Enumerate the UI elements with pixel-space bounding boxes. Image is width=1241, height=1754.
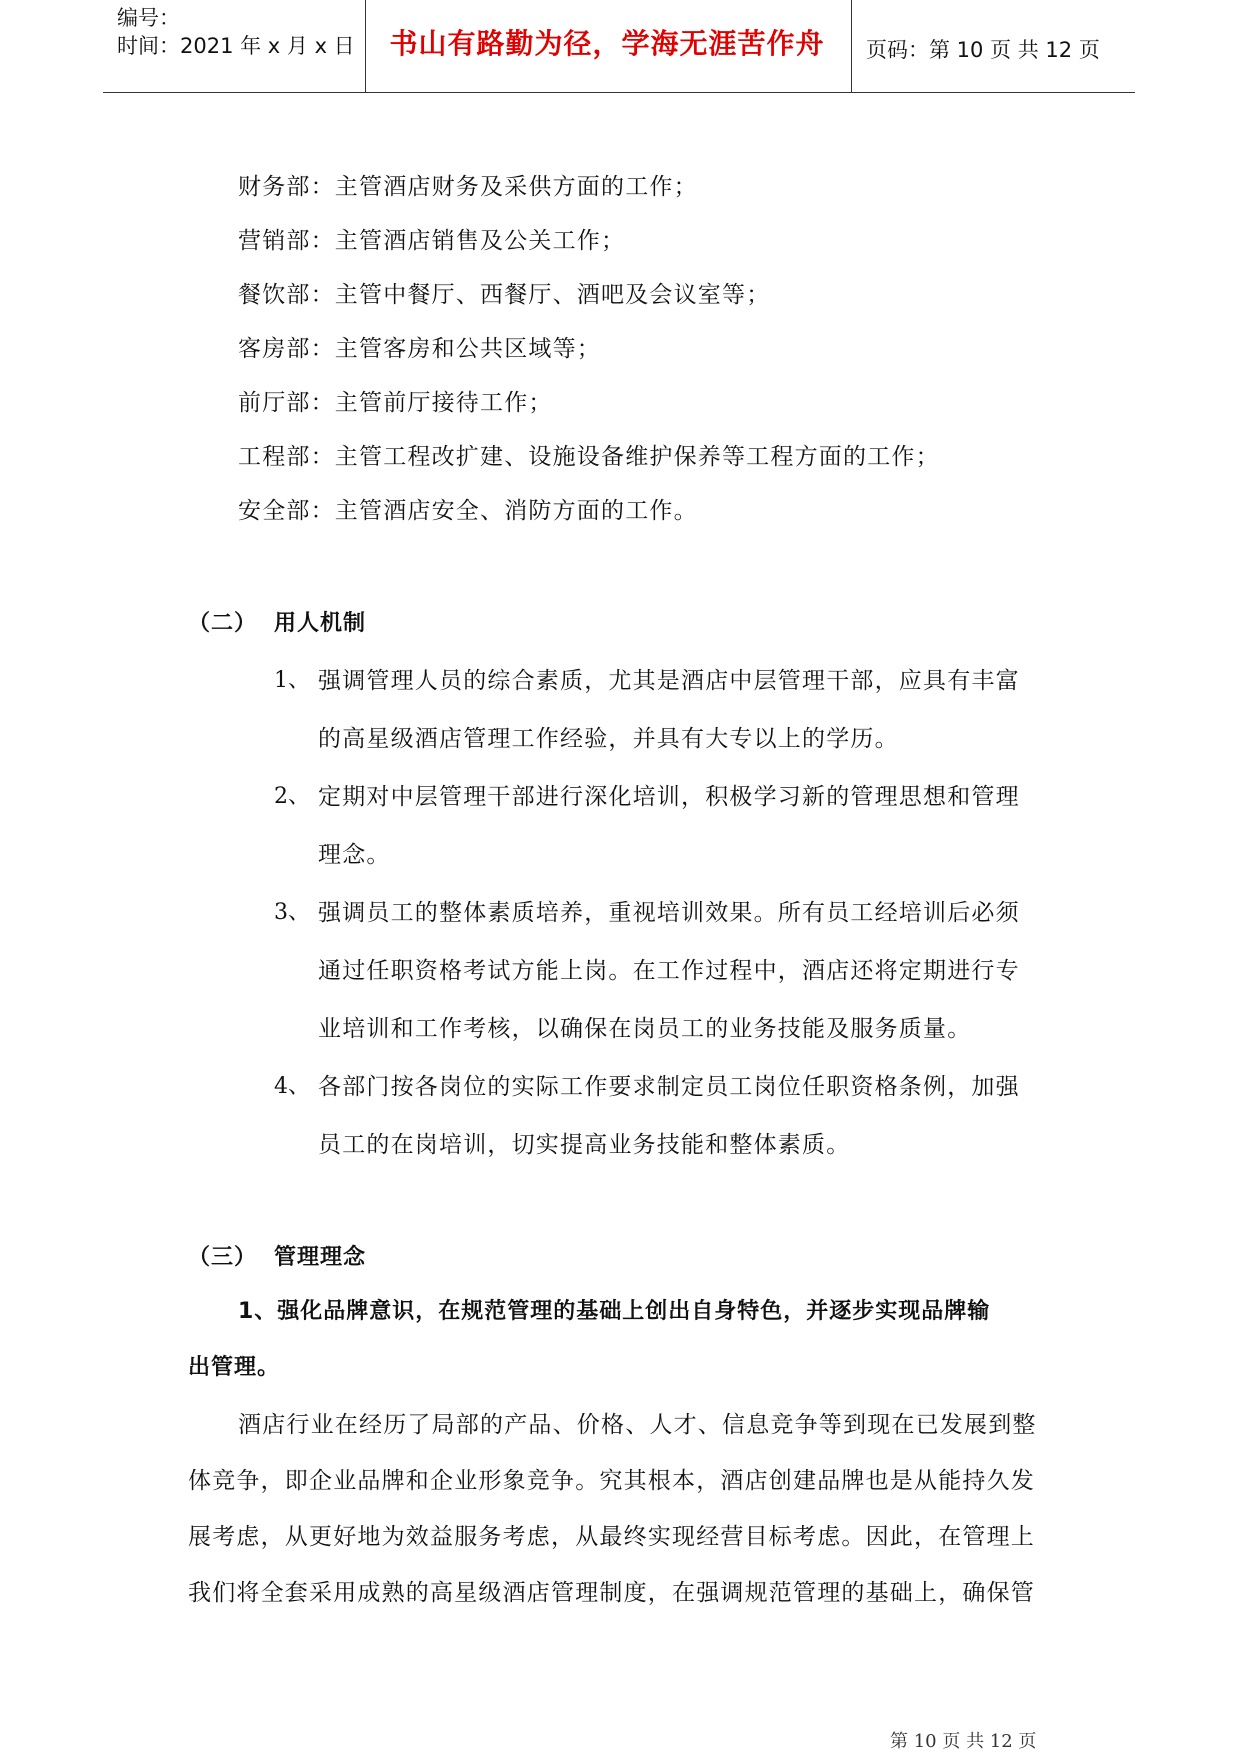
list-item-line: 通过任职资格考试方能上岗。在工作过程中，酒店还将定期进行专 [318,958,1020,984]
header-divider [851,0,852,92]
list-item-number: 4、 [274,1074,310,1099]
dept-line: 前厅部：主管前厅接待工作； [238,390,553,416]
section-number: （二） [188,611,258,636]
header-page-number: 页码：第 10 页 共 12 页 [866,38,1100,62]
list-item-line: 的高星级酒店管理工作经验，并具有大专以上的学历。 [318,726,899,752]
section-heading [188,1240,366,1271]
list-item-number: 2、 [274,784,310,809]
dept-line: 客房部：主管客房和公共区域等； [238,336,601,362]
section-heading [188,606,366,637]
list-item-line: 强调管理人员的综合素质，尤其是酒店中层管理干部，应具有丰富 [318,668,1020,694]
page-footer: 第 10 页 共 12 页 [890,1731,1037,1752]
section-title: 用人机制 [274,611,367,636]
list-item-number: 3、 [274,900,310,925]
dept-line: 财务部：主管酒店财务及采供方面的工作； [238,174,698,200]
time-label: 时间：2021 年 x 月 x 日 [117,34,355,58]
list-item-line: 业培训和工作考核，以确保在岗员工的业务技能及服务质量。 [318,1016,972,1042]
paragraph-line: 展考虑，从更好地为效益服务考虑，从最终实现经营目标考虑。因此，在管理上 [188,1524,1035,1550]
paragraph-line: 我们将全套采用成熟的高星级酒店管理制度，在强调规范管理的基础上，确保管 [188,1580,1035,1606]
dept-line: 工程部：主管工程改扩建、设施设备维护保养等工程方面的工作； [238,444,940,470]
header-meta [117,4,355,60]
list-item-line: 定期对中层管理干部进行深化培训，积极学习新的管理思想和管理 [318,784,1020,810]
subheading-line: 出管理。 [188,1355,281,1380]
header-motto: 书山有路勤为径，学海无涯苦作舟 [389,27,825,60]
list-item-line: 各部门按各岗位的实际工作要求制定员工岗位任职资格条例，加强 [318,1074,1020,1100]
list-item-number: 1、 [274,668,310,693]
section-title: 管理理念 [274,1245,367,1270]
serial-label: 编号： [117,6,180,30]
list-item-line: 员工的在岗培训，切实提高业务技能和整体素质。 [318,1132,851,1158]
header-rule [103,92,1135,93]
header-divider [365,0,366,92]
paragraph-line: 体竞争，即企业品牌和企业形象竞争。究其根本，酒店创建品牌也是从能持久发 [188,1468,1035,1494]
dept-line: 安全部：主管酒店安全、消防方面的工作。 [238,498,698,524]
dept-line: 餐饮部：主管中餐厅、西餐厅、酒吧及会议室等； [238,282,771,308]
list-item-line: 强调员工的整体素质培养，重视培训效果。所有员工经培训后必须 [318,900,1020,926]
subheading-line: 1、强化品牌意识，在规范管理的基础上创出自身特色，并逐步实现品牌输 [238,1299,991,1324]
paragraph-line: 酒店行业在经历了局部的产品、价格、人才、信息竞争等到现在已发展到整 [238,1412,1037,1438]
list-item-line: 理念。 [318,842,391,868]
dept-line: 营销部：主管酒店销售及公关工作； [238,228,626,254]
section-number: （三） [188,1245,258,1270]
